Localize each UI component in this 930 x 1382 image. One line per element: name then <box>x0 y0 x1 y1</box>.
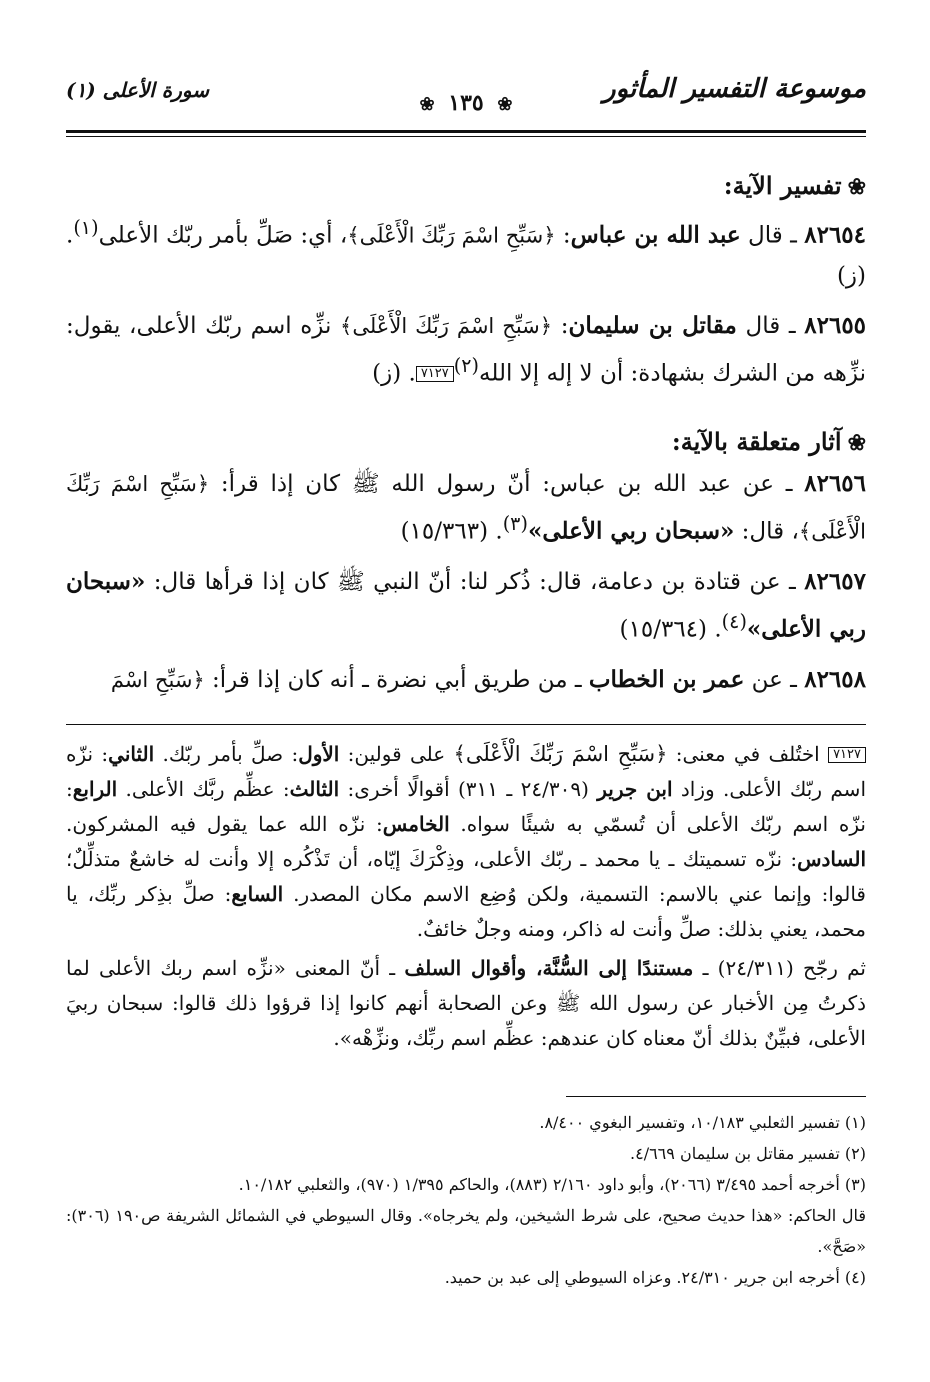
entry-text: ـ عن <box>731 471 805 498</box>
footnote-ref[interactable]: (١) <box>73 216 99 239</box>
entry-text: ، قال: ذُكر لنا: أنّ النبي ﷺ كان إذا قرأها قال: <box>145 568 598 595</box>
entry-text: ، قال: <box>734 518 799 545</box>
narration-entry <box>66 660 866 700</box>
entry-text: ـ عن <box>744 666 805 693</box>
commentary-text: : نزّه اسم ربّك الأعلى أن تُسمّي به شيئًا سواه. <box>66 776 866 836</box>
commentary-text: ثم رجّح (٢٤/٣١١) ـ <box>693 955 866 980</box>
entry-number: ٨٢٦٥٦ <box>804 470 867 498</box>
page-header <box>66 60 866 116</box>
opinion-label: الرابع <box>72 776 118 801</box>
hadith-text: «سبحان ربي الأعلى» <box>66 567 866 643</box>
commentary-paragraph <box>66 737 866 947</box>
footnote-ref[interactable]: (٢) <box>453 353 480 377</box>
entry-text: . (١٥/٣٦٤) <box>619 616 722 643</box>
commentary-text: : صلِّ بأمر ربّك. <box>154 741 299 766</box>
ornament-icon: ❀ <box>419 94 435 115</box>
entry-text: ـ قال <box>736 312 805 339</box>
footnote: (٣) أخرجه أحمد ٣/٤٩٥ (٢٠٦٦)، وأبو داود ٢/١٦٠ (٨٨٣)، والحاكم ١/٣٩٥ (٩٧٠)، والثعلبي ١٠/١٨٢. <box>238 1174 866 1194</box>
section-heading <box>66 427 866 456</box>
entry-number: ٨٢٦٥٤ <box>804 221 867 249</box>
entry-text: . (ز) <box>372 360 416 387</box>
commentary-text: (٢٤/٣٠٩ ـ ٣١١) أقوالًا أخرى: <box>339 776 598 801</box>
footnote: (١) تفسير الثعلبي ١٠/١٨٣، وتفسير البغوي ٨/٤٠٠. <box>539 1112 866 1132</box>
commentary-text: : صلِّ بذِكر ربِّك، يا محمد، يعني بذلك: صلِّ وأنت له ذاكر، ومنه وجلٌ خائفٌ. <box>66 881 866 941</box>
commentary-text: : نزّه الله عما يقول فيه المشركون. <box>66 811 383 836</box>
commentary-text: على قولين: <box>339 741 454 766</box>
section-heading-text: آثار متعلقة بالآية: <box>671 427 842 457</box>
book-title: موسوعة التفسير المأثور <box>603 74 866 104</box>
entry-text: ، أي: صَلِّ بأمر ربّك الأعلى <box>98 222 348 249</box>
opinion-label: الأول <box>298 741 340 766</box>
footnote: (٢) تفسير مقاتل بن سليمان ٤/٦٦٩. <box>630 1143 866 1163</box>
page-number-block <box>66 90 866 116</box>
commentary-paragraph <box>66 951 866 1056</box>
opinion-label: الثاني <box>108 741 155 766</box>
quran-verse: ﴿سَبِّحِ اسْمَ رَبِّكَ الْأَعْلَى﴾ <box>340 313 553 338</box>
opinion-label: السادس <box>797 846 866 871</box>
footnote-ref[interactable]: (٤) <box>721 609 747 633</box>
narration-entry <box>66 306 866 394</box>
entry-number: ٨٢٦٥٧ <box>804 567 866 595</box>
commentary-text: : نزّه اسم ربّك الأعلى. وزاد <box>66 741 866 801</box>
commentary-emphasis: مستندًا إلى السُّنَّة، وأقوال السلف <box>404 955 694 980</box>
flower-icon: ❀ <box>847 174 866 200</box>
narrator-name: عبد الله بن عباس <box>570 221 741 249</box>
surah-title: سورة الأعلى (١) <box>66 78 210 102</box>
entry-text: ـ عن <box>741 568 805 595</box>
commentary-ref-box[interactable]: ٧١٢٧ <box>416 366 454 382</box>
entry-number: ٨٢٦٥٨ <box>804 665 866 693</box>
ornament-icon: ❀ <box>497 94 513 115</box>
opinion-label: الخامس <box>382 811 450 836</box>
commentary-text: اختُلف في معنى: <box>667 741 829 766</box>
footnote-separator <box>566 1096 866 1097</box>
commentary-number-box: ٧١٢٧ <box>828 747 866 763</box>
entry-text: ـ من طريق أبي نضرة ـ أنه كان إذا قرأ: <box>204 666 589 693</box>
commentary-text: : نزّه تسميتك ـ يا محمد ـ ربّك الأعلى، وذِكْرَكَ إيّاه، أن تَذْكُره إلا وأنت له خاشعٌ متذلِّلٌ؛ قالوا: وإنما عني بالاسم: التسمية، ولكن وُضِع الاسم مكان المصدر. <box>66 846 866 906</box>
footnote: قال الحاكم: «هذا حديث صحيح، على شرط الشيخين، ولم يخرجاه». وقال السيوطي في الشمائل الشريفة ص١٩٠ (٣٠٦): «صَحَّ». <box>66 1205 867 1256</box>
quran-verse: ﴿سَبِّحِ اسْمَ <box>110 667 205 692</box>
narrator-name: مقاتل بن سليمان <box>568 311 737 339</box>
narration-entry <box>66 208 866 296</box>
narrator-name: قتادة بن دعامة <box>597 568 741 595</box>
hadith-text: «سبحان ربي الأعلى» <box>527 517 735 545</box>
opinion-label: الثالث <box>289 776 340 801</box>
section-heading <box>66 171 866 200</box>
scholar-name: ابن جرير <box>597 776 673 801</box>
entry-text: ـ قال <box>740 222 805 249</box>
quran-verse: ﴿سَبِّحِ اسْمَ رَبِّكَ الْأَعْلَى﴾ <box>453 741 668 766</box>
entry-text: : أنّ رسول الله ﷺ كان إذا قرأ: <box>209 471 550 498</box>
commentary-text: ـ أنّ المعنى «نزِّه اسم ربك الأعلى لما ذكرتُ مِن الأخبار عن رسول الله ﷺ وعن الصحابة أنهم كانوا إذا قرؤوا ذلك قالوا: سبحان ربيَ الأعلى، فبيِّنٌ بذلك أنّ معناه كان عندهم: عظِّم اسم ربِّك، ونزِّهْه». <box>66 955 866 1050</box>
page-number: ١٣٥ <box>448 90 484 116</box>
narration-entry <box>66 562 866 650</box>
section-heading-text: تفسير الآية: <box>723 171 842 200</box>
entry-text: . (ز) <box>66 222 866 289</box>
opinion-label: السابع <box>231 881 284 906</box>
entry-text: نزِّه اسم ربّك الأعلى، يقول: نزِّهه من الشرك بشهادة: أن لا إله إلا الله <box>66 312 866 387</box>
quran-verse: ﴿سَبِّحِ اسْمَ رَبِّكَ الْأَعْلَى﴾ <box>347 223 556 248</box>
commentary-text: : عظِّم ربَّك الأعلى. <box>117 776 290 801</box>
commentary-separator <box>66 724 866 725</box>
entry-text: : <box>552 312 569 339</box>
footnote-ref[interactable]: (٣) <box>502 512 528 536</box>
quran-verse: ﴿سَبِّحِ اسْمَ رَبِّكَ الْأَعْلَى﴾ <box>66 472 866 544</box>
flower-icon: ❀ <box>847 430 866 457</box>
page <box>66 60 866 1293</box>
entry-number: ٨٢٦٥٥ <box>804 311 867 339</box>
entry-text: : <box>555 222 571 249</box>
narrator-name: عبد الله بن عباس <box>549 471 731 498</box>
header-rule <box>66 130 866 137</box>
narrator-name: عمر بن الخطاب <box>588 665 745 693</box>
footnote: (٤) أخرجه ابن جرير ٢٤/٣١٠. وعزاه السيوطي إلى عبد بن حميد. <box>444 1267 866 1287</box>
entry-text: . (١٥/٣٦٣) <box>400 518 503 545</box>
narration-entry <box>66 464 866 552</box>
